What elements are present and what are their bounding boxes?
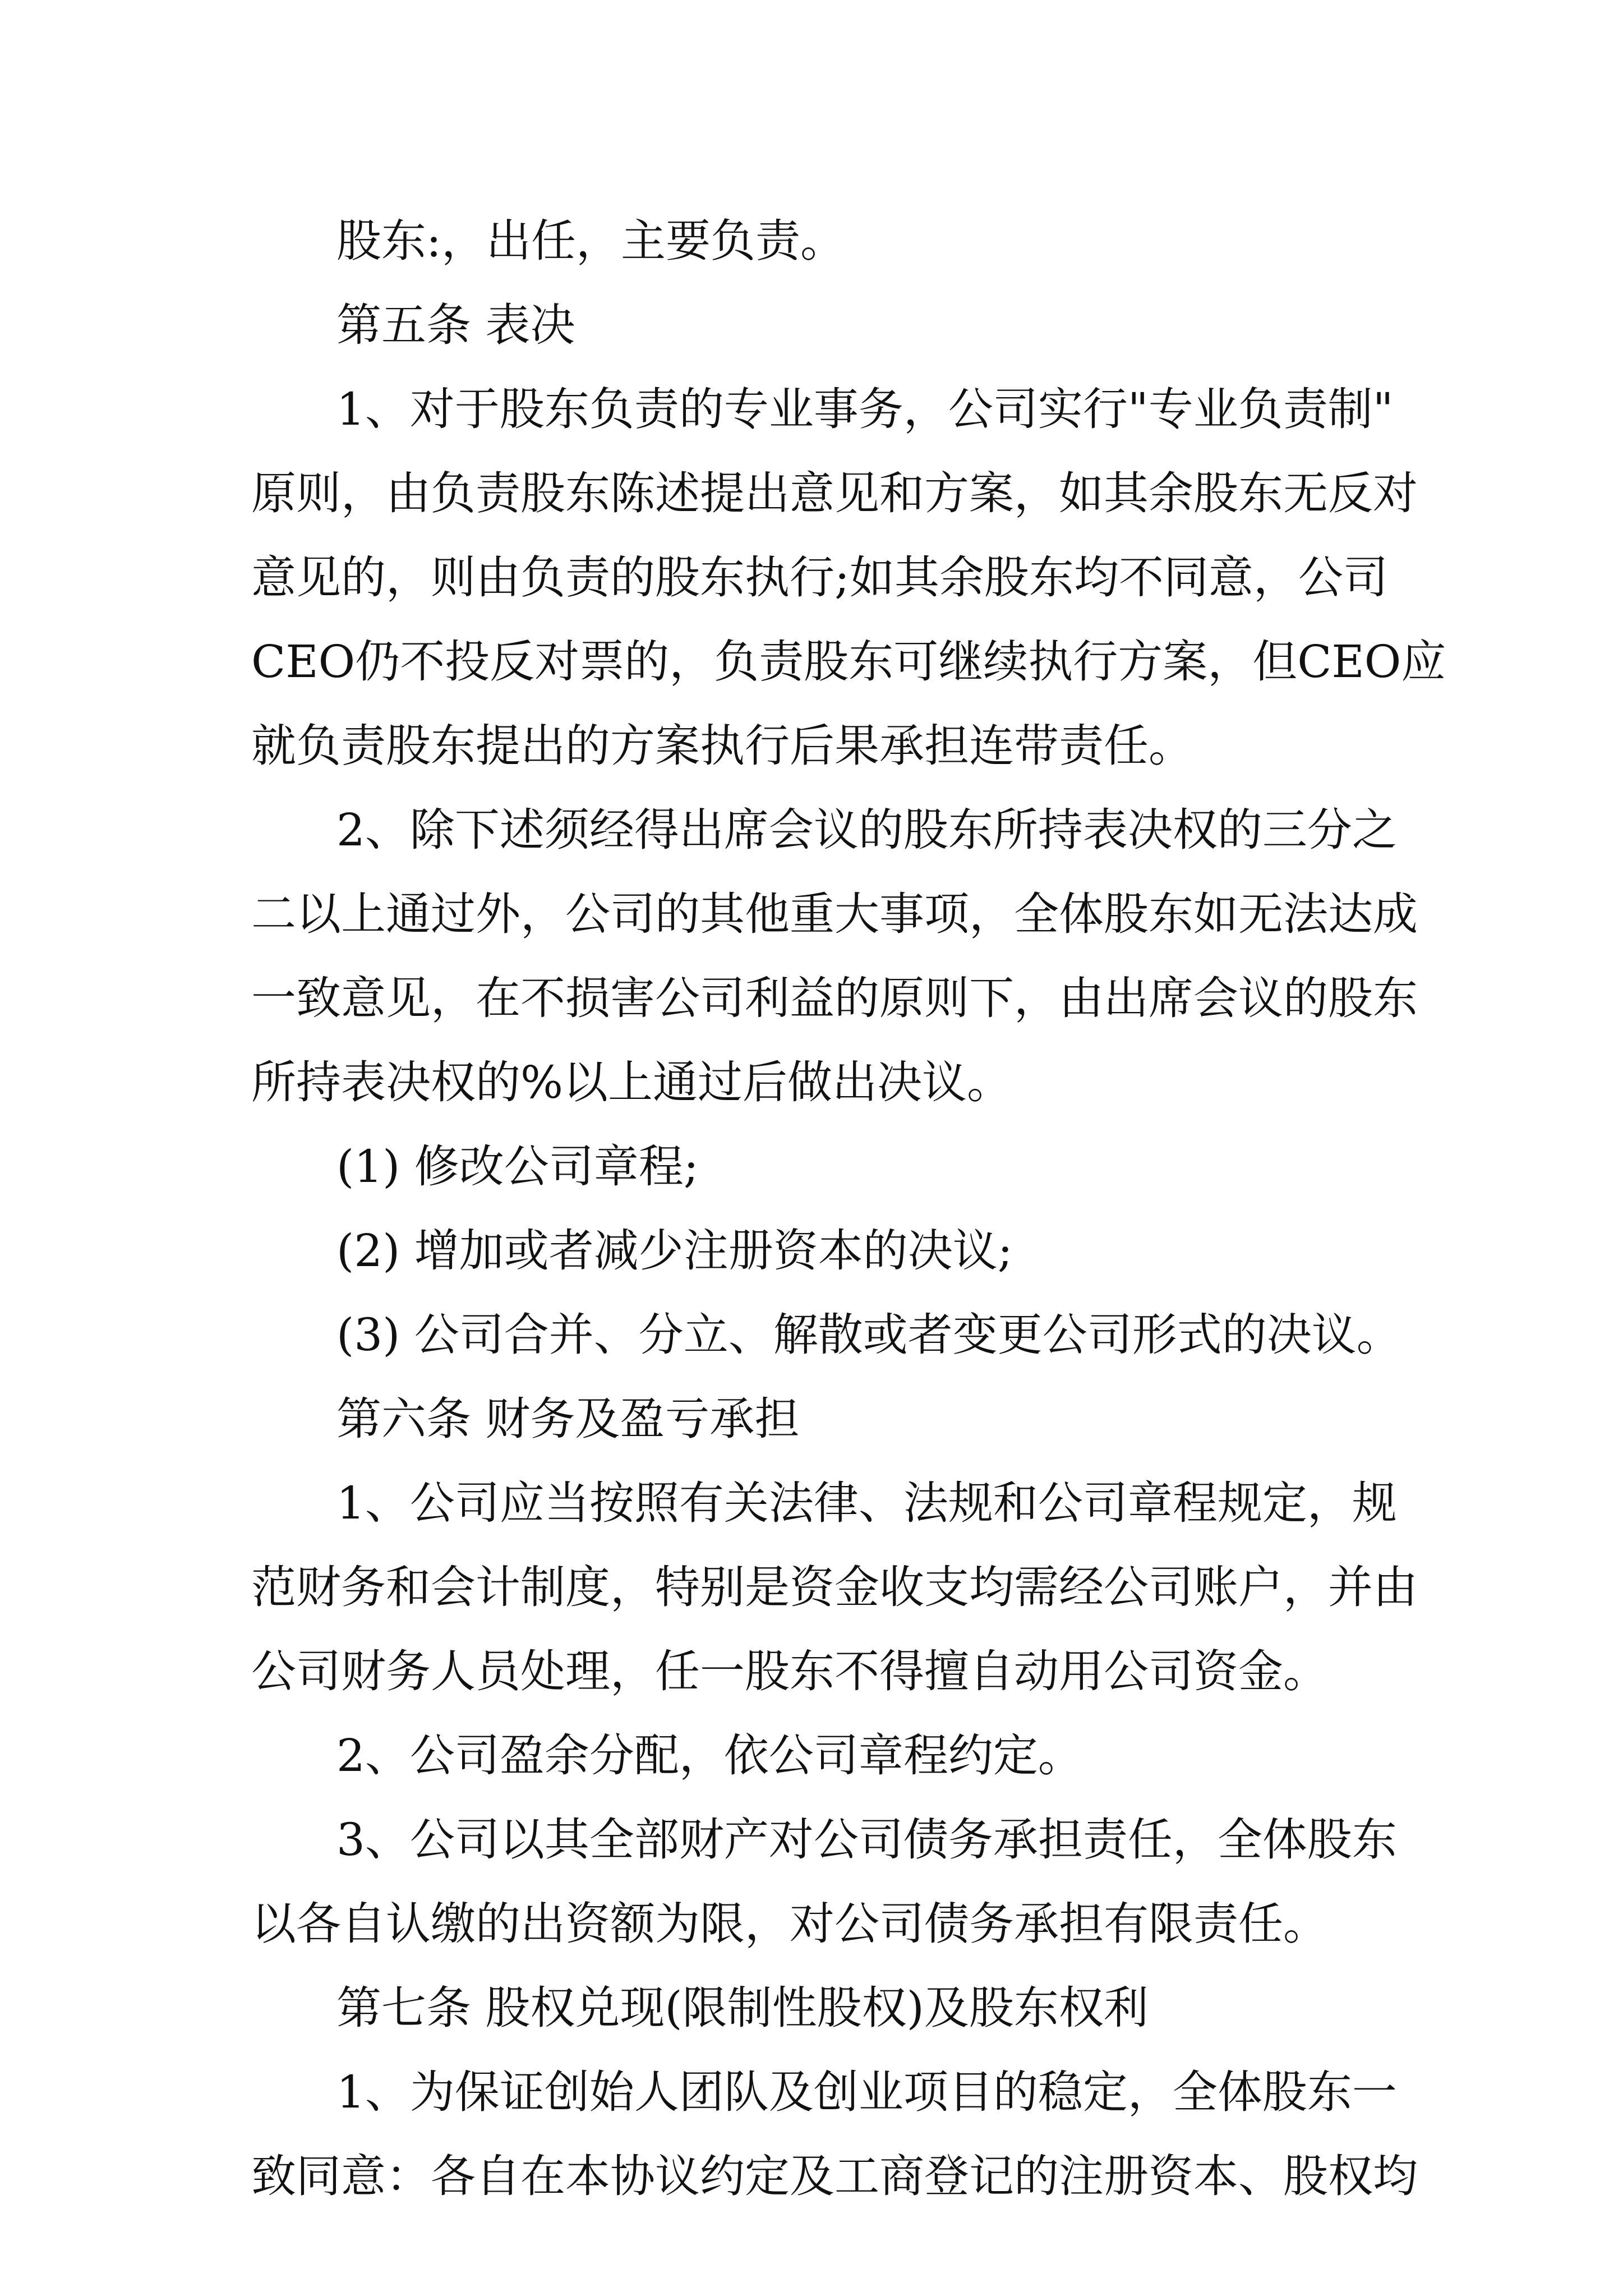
paragraph-line: 二以上通过外，公司的其他重大事项，全体股东如无法达成 bbox=[251, 888, 1418, 940]
paragraph-line: 就负责股东提出的方案执行后果承担连带责任。 bbox=[251, 720, 1193, 772]
paragraph-line: 2、公司盈余分配，依公司章程约定。 bbox=[336, 1729, 1083, 1782]
paragraph-line: 1、公司应当按照有关法律、法规和公司章程规定，规 bbox=[336, 1477, 1397, 1529]
paragraph-line: CEO仍不投反对票的，负责股东可继续执行方案，但CEO应 bbox=[251, 636, 1446, 688]
paragraph-line: 以各自认缴的出资额为限，对公司债务承担有限责任。 bbox=[251, 1898, 1328, 1950]
paragraph-line: 公司财务人员处理，任一股东不得擅自动用公司资金。 bbox=[251, 1645, 1328, 1697]
paragraph-line: 股东:，出任，主要负责。 bbox=[336, 215, 845, 267]
article-heading: 第七条 股权兑现(限制性股权)及股东权利 bbox=[336, 1982, 1149, 2034]
list-item: (1) 修改公司章程; bbox=[336, 1140, 699, 1193]
paragraph-line: 1、为保证创始人团队及创业项目的稳定，全体股东一 bbox=[336, 2066, 1397, 2118]
paragraph-line: 2、除下述须经得出席会议的股东所持表决权的三分之 bbox=[336, 804, 1397, 856]
paragraph-line: 原则，由负责股东陈述提出意见和方案，如其余股东无反对 bbox=[251, 467, 1418, 519]
paragraph-line: 意见的，则由负责的股东执行;如其余股东均不同意，公司 bbox=[251, 551, 1388, 604]
article-heading: 第六条 财务及盈亏承担 bbox=[336, 1393, 800, 1445]
list-item: (2) 增加或者减少注册资本的决议; bbox=[336, 1225, 1013, 1277]
paragraph-line: 所持表决权的%以上通过后做出决议。 bbox=[251, 1056, 1012, 1108]
list-item: (3) 公司合并、分立、解散或者变更公司形式的决议。 bbox=[336, 1309, 1401, 1361]
paragraph-line: 范财务和会计制度，特别是资金收支均需经公司账户，并由 bbox=[251, 1561, 1418, 1613]
paragraph-line: 3、公司以其全部财产对公司债务承担责任，全体股东 bbox=[336, 1814, 1397, 1866]
paragraph-line: 一致意见，在不损害公司利益的原则下，由出席会议的股东 bbox=[251, 972, 1418, 1024]
paragraph-line: 1、对于股东负责的专业事务，公司实行"专业负责制" bbox=[336, 383, 1394, 435]
article-heading: 第五条 表决 bbox=[336, 299, 575, 351]
paragraph-line: 致同意：各自在本协议约定及工商登记的注册资本、股权均 bbox=[251, 2150, 1418, 2202]
